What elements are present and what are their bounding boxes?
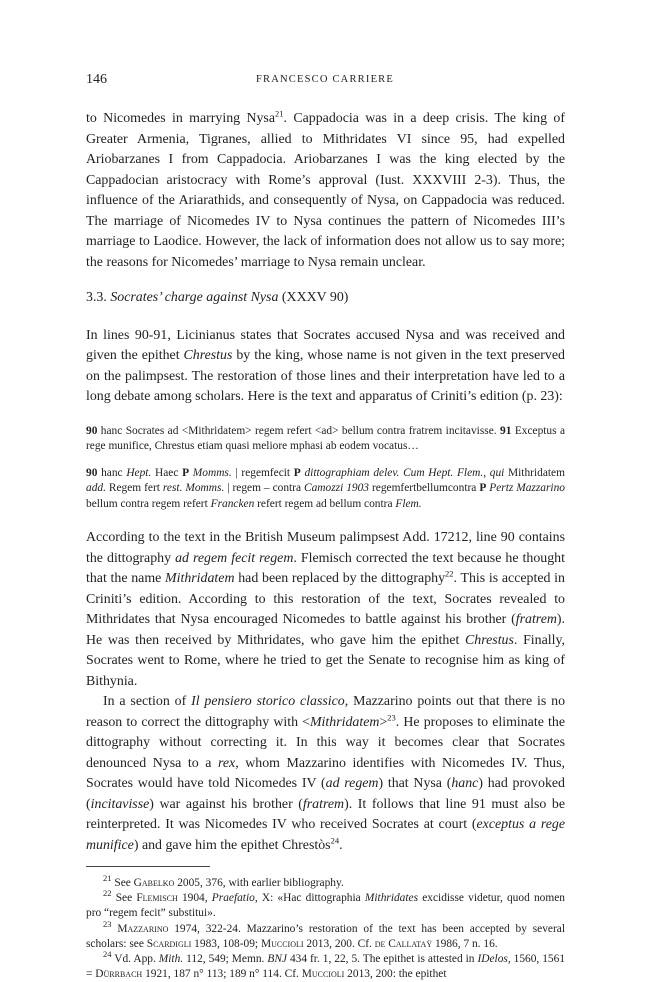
- running-head: FRANCESCO CARRIERE: [256, 74, 394, 85]
- footnote-23: $^{23}$ Mazzarino 1974, 322-24. Mazzarino’s restoration of the text has been accepted by several scholars: see Scardigli 1983, 108-09; Muccioli 2013, 200. Cf. de Callataÿ 1986, 7 n. 16.: [86, 918, 565, 950]
- footnote-divider: [86, 866, 210, 867]
- paragraph-2: In lines 90-91, Licinianus states that Socrates accused Nysa and was received and given the epithet Chrestus by the king, whose name is not given in the text preserved on the palimpsest. The restoration of those lines and their interpretation have led to a long debate among scholars. Here is the text and apparatus of Criniti’s edition (p. 23):: [86, 327, 565, 404]
- main-text: [86, 109, 565, 982]
- footnote-22: $^{22}$ See Flemisch 1904, Praefatio, X: «Hac dittographia Mithridates excidisse videtur, quod nomen pro “regem fecit” substitui».: [86, 888, 565, 920]
- footnote-21: $^{21}$ See Gabelko 2005, 376, with earlier bibliography.: [103, 873, 344, 889]
- section-heading: 3.3. Socrates’ charge against Nysa (XXXV 90): [86, 290, 349, 305]
- page-header: [86, 72, 564, 90]
- critical-apparatus: 90 hanc Hept. Haec P Momms. | regemfecit P dittographiam delev. Cum Hept. Flem., qui Mithridatem add. Regem fert rest. Momms. | regem – contra Camozzi 1903 regemfertbellumcontra P Pertz Mazzarino bellum contra regem refert Francken refert regem ad bellum contra Flem.: [86, 466, 565, 510]
- paragraph-3: According to the text in the British Museum palimpsest Add. 17212, line 90 contains the dittography ad regem fecit regem. Flemisch corrected the text because he thought that the name Mithridatem had been replaced by the dittography$^{22}$. This is accepted in Criniti’s edition. According to this restoration of the text, Socrates revealed to Mithridates that Nysa encouraged Nicomedes to battle against his brother (fratrem). He was then received by Mithridates, who gave him the epithet Chrestus. Finally, Socrates went to Rome, where he tried to get the Senate to recognise him as king of Bithynia.: [86, 530, 565, 689]
- paragraph-1: to Nicomedes in marrying Nysa$^{21}$. Cappadocia was in a deep crisis. The king of Greater Armenia, Tigranes, allied to Mithridates VI since 95, had expelled Ariobarzanes I from Cappadocia. Ariobarzanes I was the king elected by the Cappadocian aristocracy with Rome’s approval (Iust. XXXVIII 2-3). Thus, the influence of the Ariarathids, and consequently of Nysa, on Cappadocia was reduced. The marriage of Nicomedes IV to Nysa continues the pattern of Nicomedes III’s marriage to Laodice. However, the lack of information does not allow us to say more; the reasons for Nicomedes’ marriage to Nysa remain unclear.: [86, 108, 566, 270]
- paragraph-4: In a section of Il pensiero storico classico, Mazzarino points out that there is no reason to correct the dittography with <Mithridatem>$^{23}$. He proposes to eliminate the dittography without correcting it. In this way it becomes clear that Socrates denounced Nysa to a rex, whom Mazzarino identifies with Nicomedes IV. Thus, Socrates would have told Nicomedes IV (ad regem) that Nysa (hanc) had provoked (incitavisse) war against his brother (fratrem). It follows that line 91 must also be reinterpreted. It was Nicomedes IV who received Socrates at court (exceptus a rege munifice) and gave him the epithet Chrestòs$^{24}$.: [86, 694, 566, 853]
- footnote-ref-23[interactable]: 23: [387, 711, 396, 722]
- quoted-text: 90 hanc Socrates ad <Mithridatem> regem refert <ad> bellum contra fratrem incitavisse. 91 Exceptus a rege munifice, Chrestus etiam quasi meliore mphasi ab eodem vocatus…: [86, 424, 566, 452]
- page-number: 146: [86, 72, 107, 87]
- footnote-ref-21[interactable]: 21: [275, 108, 284, 119]
- footnote-ref-22[interactable]: 22: [445, 568, 454, 579]
- footnote-ref-24[interactable]: 24: [330, 834, 340, 845]
- footnote-24: $^{24}$ Vd. App. Mith. 112, 549; Memn. BNJ 434 fr. 1, 22, 5. The epithet is attested in IDelos, 1560, 1561 = Dürrbach 1921, 187 n° 113; 189 n° 114. Cf. Muccioli 2013, 200: the epithet: [86, 949, 566, 981]
